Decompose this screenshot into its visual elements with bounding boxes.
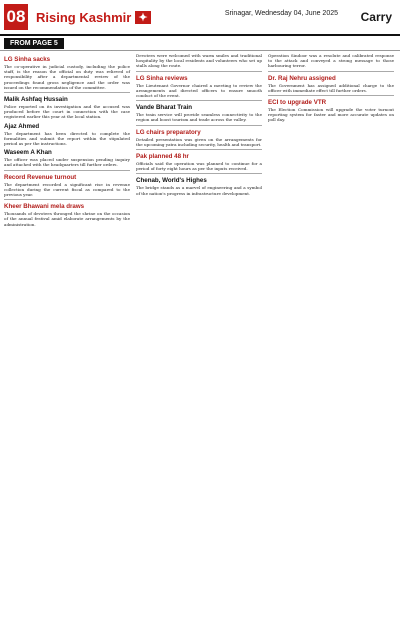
article [4,96,130,120]
headline: Waseem A Khan [4,149,52,157]
column-2 [136,53,262,228]
article [136,75,262,99]
headline: LG Sinha sacks [4,56,51,63]
headline: Malik Ashfaq Hussain [4,96,68,104]
headline: ECI to upgrade VTR [268,99,327,107]
headline: Kheer Bhawani mela draws [4,203,85,211]
body-text: Officials said the operation was planned to continue for a period of forty eight hours as per the inputs received. [136,161,262,172]
page-number: 08 [4,4,28,30]
paper-logo [36,10,151,25]
article [4,123,130,147]
carry-label: Carry [360,10,392,24]
body-text: Thousands of devotees thronged the shrine on the occasion of the annual festival amid elaborate arrangements by the administration. [4,211,130,227]
article [4,174,130,198]
article [136,129,262,147]
article [136,104,262,122]
body-text: Police reported on its investigation and the accused was produced before the court in connection with the case registered earlier this year at the local station. [4,104,130,120]
article [268,99,394,123]
columns [0,51,400,230]
body-text: Devotees were welcomed with warm smiles and traditional hospitality by the local residents and volunteers who set up stalls along the route. [136,53,262,69]
headline: Chenab, World's Highes [136,177,207,185]
body-text: The department has been directed to complete the formalities and submit the report within the stipulated period as per the instructions. [4,130,130,147]
logo-icon: ✦ [135,11,150,24]
body-text: The co-operative in judicial custody, including the police staff, is the reason the official on duty was relieved of responsibility after a departmental review of the proceedings found gross negligence and the order was issued on the recommendation of the committee. [4,64,130,90]
article [4,149,130,167]
column-3 [268,53,394,228]
article [4,203,130,227]
body-text: The Lieutenant Governor chaired a meeting to review the arrangements and directed officers to ensure smooth conduct of the event. [136,82,262,99]
body-text: The bridge stands as a marvel of engineering and a symbol of the nation's progress in infrastructure development. [136,185,262,196]
body-text: The Election Commission will upgrade the voter turnout reporting system for faster and more accurate updates on poll day. [268,107,394,123]
article [136,153,262,171]
body-text: Detailed presentation was given on the arrangements for the upcoming yatra including security, health and transport. [136,136,262,147]
column-1 [4,53,130,228]
body-text: The Government has assigned additional charge to the officer with immediate effect till further orders. [268,82,394,93]
headline: Vande Bharat Train [136,104,193,112]
masthead [0,0,400,36]
article [136,53,262,69]
article [268,53,394,69]
article [4,56,130,90]
paper-name: Rising Kashmir [36,9,132,25]
headline: LG Sinha reviews [136,74,188,82]
date-line: Srinagar, Wednesday 04, June 2025 [224,10,338,17]
headline: LG chairs preparatory [136,128,201,136]
headline: Dr. Raj Nehru assigned [268,74,336,82]
body-text: The train service will provide seamless connectivity to the region and boost tourism and trade across the valley. [136,112,262,123]
headline: Record Revenue turnout [4,173,77,181]
section-bar [0,36,400,51]
section-label: FROM PAGE 5 [4,38,64,49]
body-text: The department recorded a significant rise in revenue collection during the current fiscal as compared to the previous year. [4,181,130,198]
body-text: Operation Sindoor was a resolute and calibrated response to the attack and conveyed a strong message to those harbouring terror. [268,53,394,69]
article [136,177,262,195]
headline: Pak planned 48 hr [136,153,189,161]
headline: Ajaz Ahmed [4,122,40,130]
article [268,75,394,93]
body-text: The officer was placed under suspension pending inquiry and attached with the headquarters till further orders. [4,157,130,168]
